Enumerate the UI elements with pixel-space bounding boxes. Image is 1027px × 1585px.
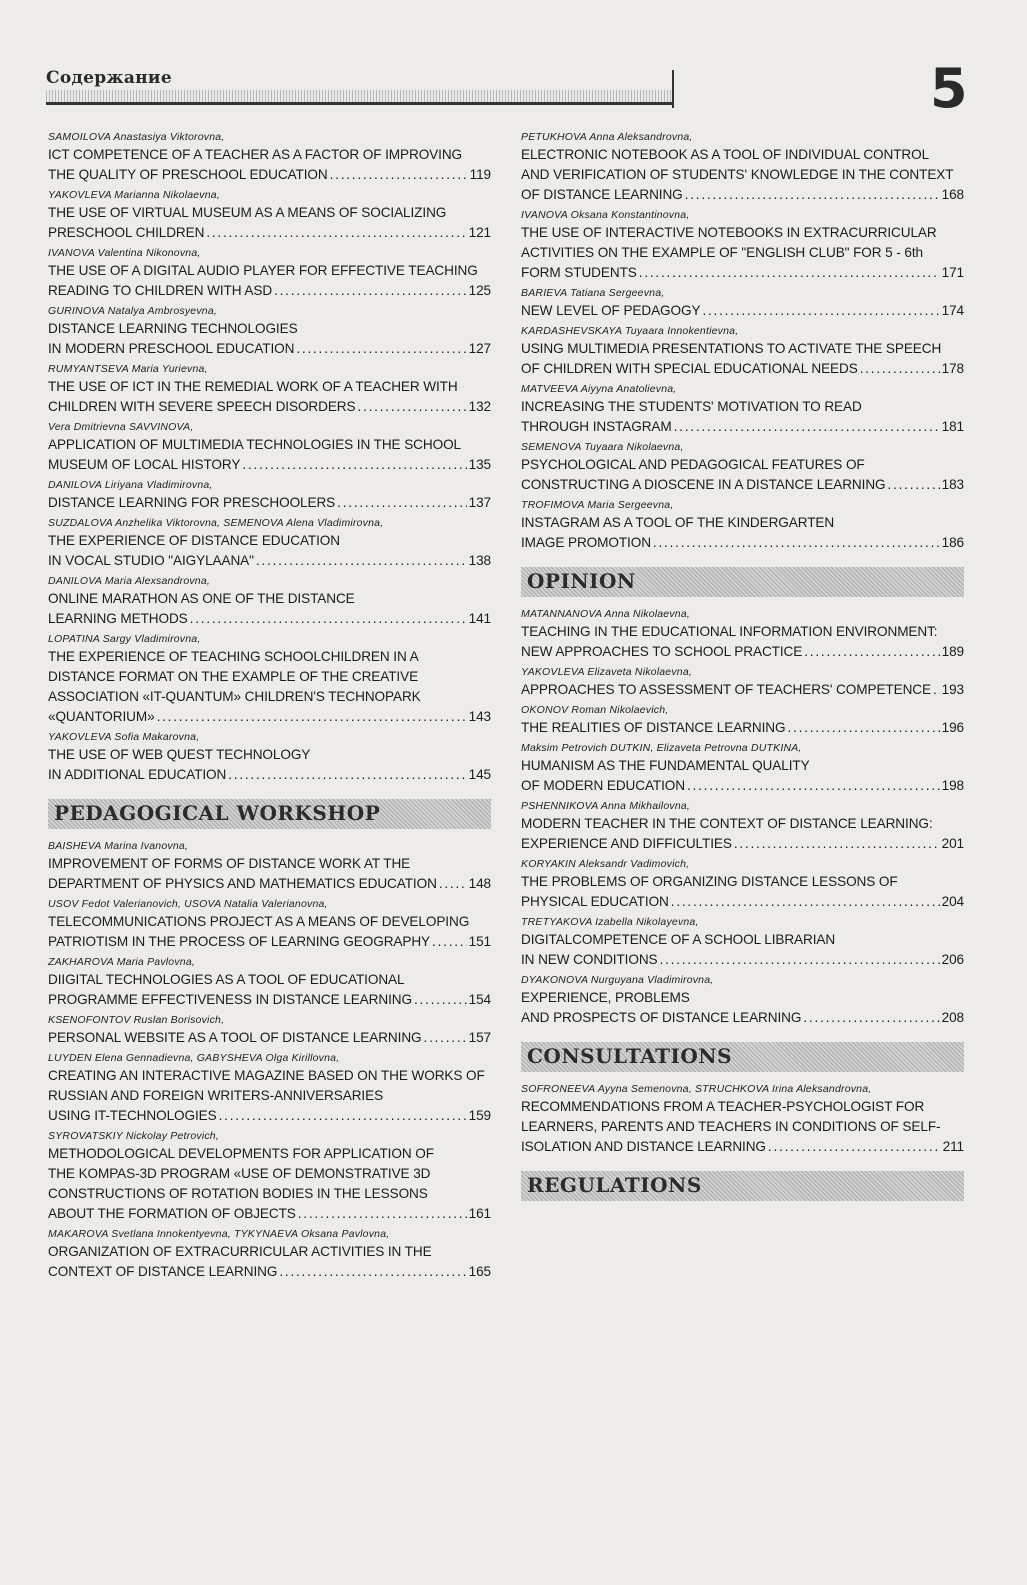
entry-author: BARIEVA Tatiana Sergeevna, [521,287,665,299]
entry-page-number: 201 [941,836,964,851]
entry-title-last-line [521,718,964,738]
header-divider [672,70,674,108]
dot-leader [242,455,466,475]
entry-title-end: USING IT-TECHNOLOGIES [48,1108,217,1123]
entry-title-line: USING MULTIMEDIA PRESENTATIONS TO ACTIVATE THE SPEECH [521,341,942,356]
entry-author: KORYAKIN Aleksandr Vadimovich, [521,858,690,870]
entry-title-last-line [48,874,491,894]
toc-entry [48,574,491,629]
entry-title-line: ONLINE MARATHON AS ONE OF THE DISTANCE [48,591,355,606]
dot-leader [687,776,940,796]
dot-leader [358,397,467,417]
entry-page-number: 143 [468,709,491,724]
entry-title-end: IN VOCAL STUDIO "AIGYLAANA" [48,553,254,568]
entry-title-line: APPLICATION OF MULTIMEDIA TECHNOLOGIES IN THE SCHOOL [48,437,462,452]
entry-title-line: METHODOLOGICAL DEVELOPMENTS FOR APPLICATION OF [48,1146,434,1161]
entry-author: BAISHEVA Marina Ivanovna, [48,840,189,852]
entry-title-line: ACTIVITIES ON THE EXAMPLE OF "ENGLISH CLUB" FOR 5 - 6th [521,245,923,260]
entry-title-end: «QUANTORIUM» [48,709,155,724]
dot-leader [788,718,940,738]
entry-title-line: THE USE OF WEB QUEST TECHNOLOGY [48,747,311,762]
toc-entry [48,420,491,475]
entry-title-end: CHILDREN WITH SEVERE SPEECH DISORDERS [48,399,356,414]
dot-leader [298,1204,467,1224]
dot-leader [671,892,940,912]
entry-title-last-line [521,642,964,662]
entry-author: IVANOVA Oksana Konstantinovna, [521,209,690,221]
entry-page-number: 168 [941,187,964,202]
toc-entry [48,516,491,571]
entry-title-end: IN NEW CONDITIONS [521,952,658,967]
entry-author: PSHENNIKOVA Anna Mikhailovna, [521,800,691,812]
dot-leader [933,680,940,700]
entry-title-end: ABOUT THE FORMATION OF OBJECTS [48,1206,296,1221]
entry-title-line: DISTANCE FORMAT ON THE EXAMPLE OF THE CREATIVE [48,669,419,684]
dot-leader [219,1106,467,1126]
entry-page-number: 161 [468,1206,491,1221]
entry-title-last-line [521,680,964,700]
entry-title-end: THROUGH INSTAGRAM [521,419,672,434]
toc-entry [48,1013,491,1048]
entry-title-end: IN ADDITIONAL EDUCATION [48,767,227,782]
entry-author: DANILOVA Maria Alexsandrovna, [48,575,211,587]
entry-author: DANILOVA Liriyana Vladimirovna, [48,479,213,491]
entry-title-line: TELECOMMUNICATIONS PROJECT AS A MEANS OF DEVELOPING [48,914,470,929]
entry-title-line: THE EXPERIENCE OF DISTANCE EDUCATION [48,533,340,548]
toc-entry [521,440,964,495]
toc-entry [521,607,964,662]
entry-title-end: NEW APPROACHES TO SCHOOL PRACTICE [521,644,803,659]
entry-title-last-line [48,707,491,727]
entry-title-line: LEARNERS, PARENTS AND TEACHERS IN CONDITIONS OF SELF- [521,1119,941,1134]
entry-title-line: ELECTRONIC NOTEBOOK AS A TOOL OF INDIVIDUAL CONTROL [521,147,930,162]
entry-title-line: EXPERIENCE, PROBLEMS [521,990,690,1005]
entry-title-line: CONSTRUCTIONS OF ROTATION BODIES IN THE LESSONS [48,1186,428,1201]
entry-title-line: MODERN TEACHER IN THE CONTEXT OF DISTANCE LEARNING: [521,816,933,831]
entry-title-end: MUSEUM OF LOCAL HISTORY [48,457,241,472]
entry-author: KSENOFONTOV Ruslan Borisovich, [48,1014,225,1026]
entry-title-last-line [48,1028,491,1048]
dot-leader [639,263,940,283]
dot-leader [228,765,466,785]
toc-entry [521,324,964,379]
entry-title-line: ASSOCIATION «IT-QUANTUM» CHILDREN'S TECHNOPARK [48,689,421,704]
entry-title-end: THE QUALITY OF PRESCHOOL EDUCATION [48,167,328,182]
entry-title-end: IMAGE PROMOTION [521,535,651,550]
entry-title-end: PROGRAMME EFFECTIVENESS IN DISTANCE LEARNING [48,992,412,1007]
entry-title-end: PHYSICAL EDUCATION [521,894,669,909]
entry-page-number: 135 [468,457,491,472]
toc-entry [48,362,491,417]
entry-title-end: FORM STUDENTS [521,265,637,280]
entry-page-number: 159 [468,1108,491,1123]
entry-page-number: 204 [941,894,964,909]
entry-title-end: AND PROSPECTS OF DISTANCE LEARNING [521,1010,802,1025]
entry-author: GURINOVA Natalya Ambrosyevna, [48,305,217,317]
toc-entry [521,286,964,321]
entry-title-line: THE KOMPAS-3D PROGRAM «USE OF DEMONSTRATIVE 3D [48,1166,431,1181]
toc-entry [48,839,491,894]
entry-author: LOPATINA Sargy Vladimirovna, [48,633,201,645]
dot-leader [888,475,940,495]
entry-author: PETUKHOVA Anna Aleksandrovna, [521,131,693,143]
entry-title-line: THE USE OF ICT IN THE REMEDIAL WORK OF A TEACHER WITH [48,379,458,394]
entry-author: TROFIMOVA Maria Sergeevna, [521,499,674,511]
toc-entry [521,498,964,553]
section-title: CONSULTATIONS [527,1044,733,1068]
toc-entry [521,703,964,738]
entry-author: USOV Fedot Valerianovich, USOVA Natalia Valerianovna, [48,898,328,910]
section-heading [48,799,491,829]
dot-leader [432,932,467,952]
toc-entry [521,857,964,912]
toc-entry [48,897,491,952]
entry-title-line: DISTANCE LEARNING TECHNOLOGIES [48,321,298,336]
dot-leader [653,533,940,553]
entry-title-last-line [48,339,491,359]
entry-page-number: 121 [468,225,491,240]
entry-title-line: INCREASING THE STUDENTS' MOTIVATION TO READ [521,399,862,414]
entry-title-end: READING TO CHILDREN WITH ASD [48,283,273,298]
header-decorative-bar [46,90,672,102]
entry-title-line: RUSSIAN AND FOREIGN WRITERS-ANNIVERSARIES [48,1088,384,1103]
entry-title-line: ORGANIZATION OF EXTRACURRICULAR ACTIVITIES IN THE [48,1244,432,1259]
entry-title-last-line [48,493,491,513]
entry-author: LUYDEN Elena Gennadievna, GABYSHEVA Olga Kirillovna, [48,1052,340,1064]
entry-title-line: AND VERIFICATION OF STUDENTS' KNOWLEDGE IN THE CONTEXT [521,167,954,182]
entry-page-number: 125 [468,283,491,298]
toc-entry [521,1082,964,1157]
dot-leader [424,1028,467,1048]
dot-leader [674,417,940,437]
toc-entry [48,304,491,359]
entry-page-number: 186 [941,535,964,550]
dot-leader [660,950,940,970]
entry-title-end: EXPERIENCE AND DIFFICULTIES [521,836,732,851]
entry-author: TRETYAKOVA Izabella Nikolayevna, [521,916,699,928]
entry-title-end: OF MODERN EDUCATION [521,778,685,793]
entry-page-number: 171 [941,265,964,280]
entry-page-number: 198 [941,778,964,793]
toc-entry [48,955,491,1010]
section-title: PEDAGOGICAL WORKSHOP [54,801,381,825]
entry-title-last-line [521,417,964,437]
entry-title-last-line [48,990,491,1010]
entry-title-last-line [521,834,964,854]
entry-title-last-line [48,1262,491,1282]
entry-page-number: 211 [942,1139,964,1154]
dot-leader [279,1262,466,1282]
entry-author: MAKAROVA Svetlana Innokentyevna, TYKYNAEVA Oksana Pavlovna, [48,1228,390,1240]
dot-leader [860,359,940,379]
entry-page-number: 127 [468,341,491,356]
dot-leader [190,609,467,629]
entry-page-number: 154 [468,992,491,1007]
dot-leader [337,493,466,513]
dot-leader [734,834,940,854]
entry-author: RUMYANTSEVA Maria Yurievna, [48,363,208,375]
entry-title-end: CONTEXT OF DISTANCE LEARNING [48,1264,278,1279]
entry-title-line: THE USE OF A DIGITAL AUDIO PLAYER FOR EFFECTIVE TEACHING [48,263,478,278]
toc-entry [48,1227,491,1282]
toc-entry [521,130,964,205]
entry-author: Vera Dmitrievna SAVVINOVA, [48,421,194,433]
entry-page-number: 145 [468,767,491,782]
entry-author: Maksim Petrovich DUTKIN, Elizaveta Petrovna DUTKINA, [521,742,802,754]
entry-author: SYROVATSKIY Nickolay Petrovich, [48,1130,219,1142]
entry-title-line: IMPROVEMENT OF FORMS OF DISTANCE WORK AT THE [48,856,411,871]
dot-leader [256,551,467,571]
entry-title-last-line [521,533,964,553]
toc-entry [48,730,491,785]
entry-title-end: APPROACHES TO ASSESSMENT OF TEACHERS' COMPETENCE [521,682,931,697]
entry-author: YAKOVLEVA Elizaveta Nikolaevna, [521,666,692,678]
entry-title-end: DISTANCE LEARNING FOR PRESCHOOLERS [48,495,336,510]
entry-page-number: 183 [941,477,964,492]
entry-title-last-line [521,1137,964,1157]
page-number: 5 [930,57,968,120]
entry-title-end: PATRIOTISM IN THE PROCESS OF LEARNING GEOGRAPHY [48,934,431,949]
toc-entry [48,478,491,513]
entry-title-last-line [48,455,491,475]
entry-title-last-line [521,950,964,970]
dot-leader [768,1137,941,1157]
toc-left-column [48,130,491,1285]
entry-author: SAMOILOVA Anastasiya Viktorovna, [48,131,225,143]
entry-author: IVANOVA Valentina Nikonovna, [48,247,201,259]
entry-title-last-line [521,1008,964,1028]
entry-title-end: OF CHILDREN WITH SPECIAL EDUCATIONAL NEEDS [521,361,858,376]
entry-title-line: DIGITALCOMPETENCE OF A SCHOOL LIBRARIAN [521,932,836,947]
toc-entry [48,1129,491,1224]
entry-title-end: OF DISTANCE LEARNING [521,187,683,202]
entry-title-last-line [521,776,964,796]
entry-author: SUZDALOVA Anzhelika Viktorovna, SEMENOVA Alena Vladimirovna, [48,517,384,529]
entry-title-last-line [521,892,964,912]
toc-entry [48,130,491,185]
entry-page-number: 208 [941,1010,964,1025]
entry-page-number: 189 [941,644,964,659]
entry-page-number: 196 [941,720,964,735]
entry-title-end: LEARNING METHODS [48,611,188,626]
toc-entry [48,188,491,243]
entry-title-line: THE EXPERIENCE OF TEACHING SCHOOLCHILDREN IN A [48,649,419,664]
entry-title-last-line [48,281,491,301]
entry-page-number: 137 [468,495,491,510]
entry-title-line: THE USE OF VIRTUAL MUSEUM AS A MEANS OF SOCIALIZING [48,205,447,220]
header-title: Содержание [46,68,172,88]
entry-page-number: 157 [468,1030,491,1045]
dot-leader [157,707,467,727]
toc-entry [48,1051,491,1126]
toc-entry [521,915,964,970]
section-heading [521,1042,964,1072]
entry-title-line: HUMANISM AS THE FUNDAMENTAL QUALITY [521,758,810,773]
entry-title-end: IN MODERN PRESCHOOL EDUCATION [48,341,295,356]
dot-leader [206,223,466,243]
dot-leader [274,281,467,301]
entry-author: YAKOVLEVA Sofia Makarovna, [48,731,200,743]
entry-author: DYAKONOVA Nurguyana Vladimirovna, [521,974,714,986]
entry-title-last-line [521,185,964,205]
entry-author: ZAKHAROVA Maria Pavlovna, [48,956,195,968]
entry-title-last-line [48,1204,491,1224]
entry-author: SEMENOVA Tuyaara Nikolaevna, [521,441,684,453]
entry-title-line: THE USE OF INTERACTIVE NOTEBOOKS IN EXTRACURRICULAR [521,225,937,240]
dot-leader [296,339,466,359]
entry-title-end: THE REALITIES OF DISTANCE LEARNING [521,720,786,735]
entry-page-number: 206 [941,952,964,967]
entry-title-end: ISOLATION AND DISTANCE LEARNING [521,1139,766,1154]
entry-title-line: ICT COMPETENCE OF A TEACHER AS A FACTOR OF IMPROVING [48,147,463,162]
running-header [46,62,672,105]
entry-page-number: 178 [941,361,964,376]
entry-page-number: 181 [941,419,964,434]
dot-leader [702,301,939,321]
entry-title-end: DEPARTMENT OF PHYSICS AND MATHEMATICS EDUCATION [48,876,437,891]
entry-author: SOFRONEEVA Ayyna Semenovna, STRUCHKOVA Irina Aleksandrovna, [521,1083,872,1095]
entry-title-last-line [48,765,491,785]
entry-page-number: 193 [941,682,964,697]
entry-title-end: NEW LEVEL OF PEDAGOGY [521,303,701,318]
entry-title-line: THE PROBLEMS OF ORGANIZING DISTANCE LESSONS OF [521,874,898,889]
entry-page-number: 165 [468,1264,491,1279]
section-title: REGULATIONS [527,1173,702,1197]
entry-title-last-line [521,359,964,379]
section-heading [521,1171,964,1201]
entry-page-number: 141 [468,611,491,626]
toc-entry [521,973,964,1028]
entry-title-last-line [521,301,964,321]
entry-page-number: 119 [469,167,491,182]
dot-leader [804,642,939,662]
entry-page-number: 151 [468,934,491,949]
entry-title-end: CONSTRUCTING A DIOSCENE IN A DISTANCE LEARNING [521,477,886,492]
toc-entry [521,208,964,283]
dot-leader [685,185,940,205]
entry-author: MATANNANOVA Anna Nikolaevna, [521,608,690,620]
entry-page-number: 174 [941,303,964,318]
toc-entry [521,799,964,854]
entry-author: OKONOV Roman Nikolaevich, [521,704,669,716]
entry-title-last-line [48,1106,491,1126]
section-title: OPINION [527,569,636,593]
entry-title-end: PERSONAL WEBSITE AS A TOOL OF DISTANCE LEARNING [48,1030,422,1045]
entry-title-last-line [48,932,491,952]
dot-leader [330,165,468,185]
dot-leader [414,990,467,1010]
entry-title-line: RECOMMENDATIONS FROM A TEACHER-PSYCHOLOGIST FOR [521,1099,925,1114]
entry-title-line: CREATING AN INTERACTIVE MAGAZINE BASED ON THE WORKS OF [48,1068,485,1083]
entry-title-end: PRESCHOOL CHILDREN [48,225,205,240]
dot-leader [439,874,467,894]
section-heading [521,567,964,597]
toc-entry [521,741,964,796]
entry-author: KARDASHEVSKAYA Tuyaara Innokentievna, [521,325,739,337]
toc-entry [48,246,491,301]
entry-title-line: PSYCHOLOGICAL AND PEDAGOGICAL FEATURES OF [521,457,865,472]
toc-entry [521,382,964,437]
toc-entry [48,632,491,727]
entry-title-line: DIIGITAL TECHNOLOGIES AS A TOOL OF EDUCATIONAL [48,972,405,987]
entry-title-last-line [48,551,491,571]
entry-title-last-line [48,397,491,417]
entry-author: MATVEEVA Aiyyna Anatolievna, [521,383,677,395]
entry-title-line: INSTAGRAM AS A TOOL OF THE KINDERGARTEN [521,515,835,530]
toc-entry [521,665,964,700]
dot-leader [803,1008,939,1028]
entry-page-number: 132 [468,399,491,414]
entry-title-last-line [521,263,964,283]
entry-title-last-line [521,475,964,495]
entry-page-number: 138 [468,553,491,568]
entry-title-last-line [48,165,491,185]
entry-title-last-line [48,609,491,629]
entry-title-last-line [48,223,491,243]
entry-page-number: 148 [468,876,491,891]
toc-right-column [521,130,964,1211]
entry-author: YAKOVLEVA Marianna Nikolaevna, [48,189,220,201]
entry-title-line: TEACHING IN THE EDUCATIONAL INFORMATION ENVIRONMENT: [521,624,938,639]
